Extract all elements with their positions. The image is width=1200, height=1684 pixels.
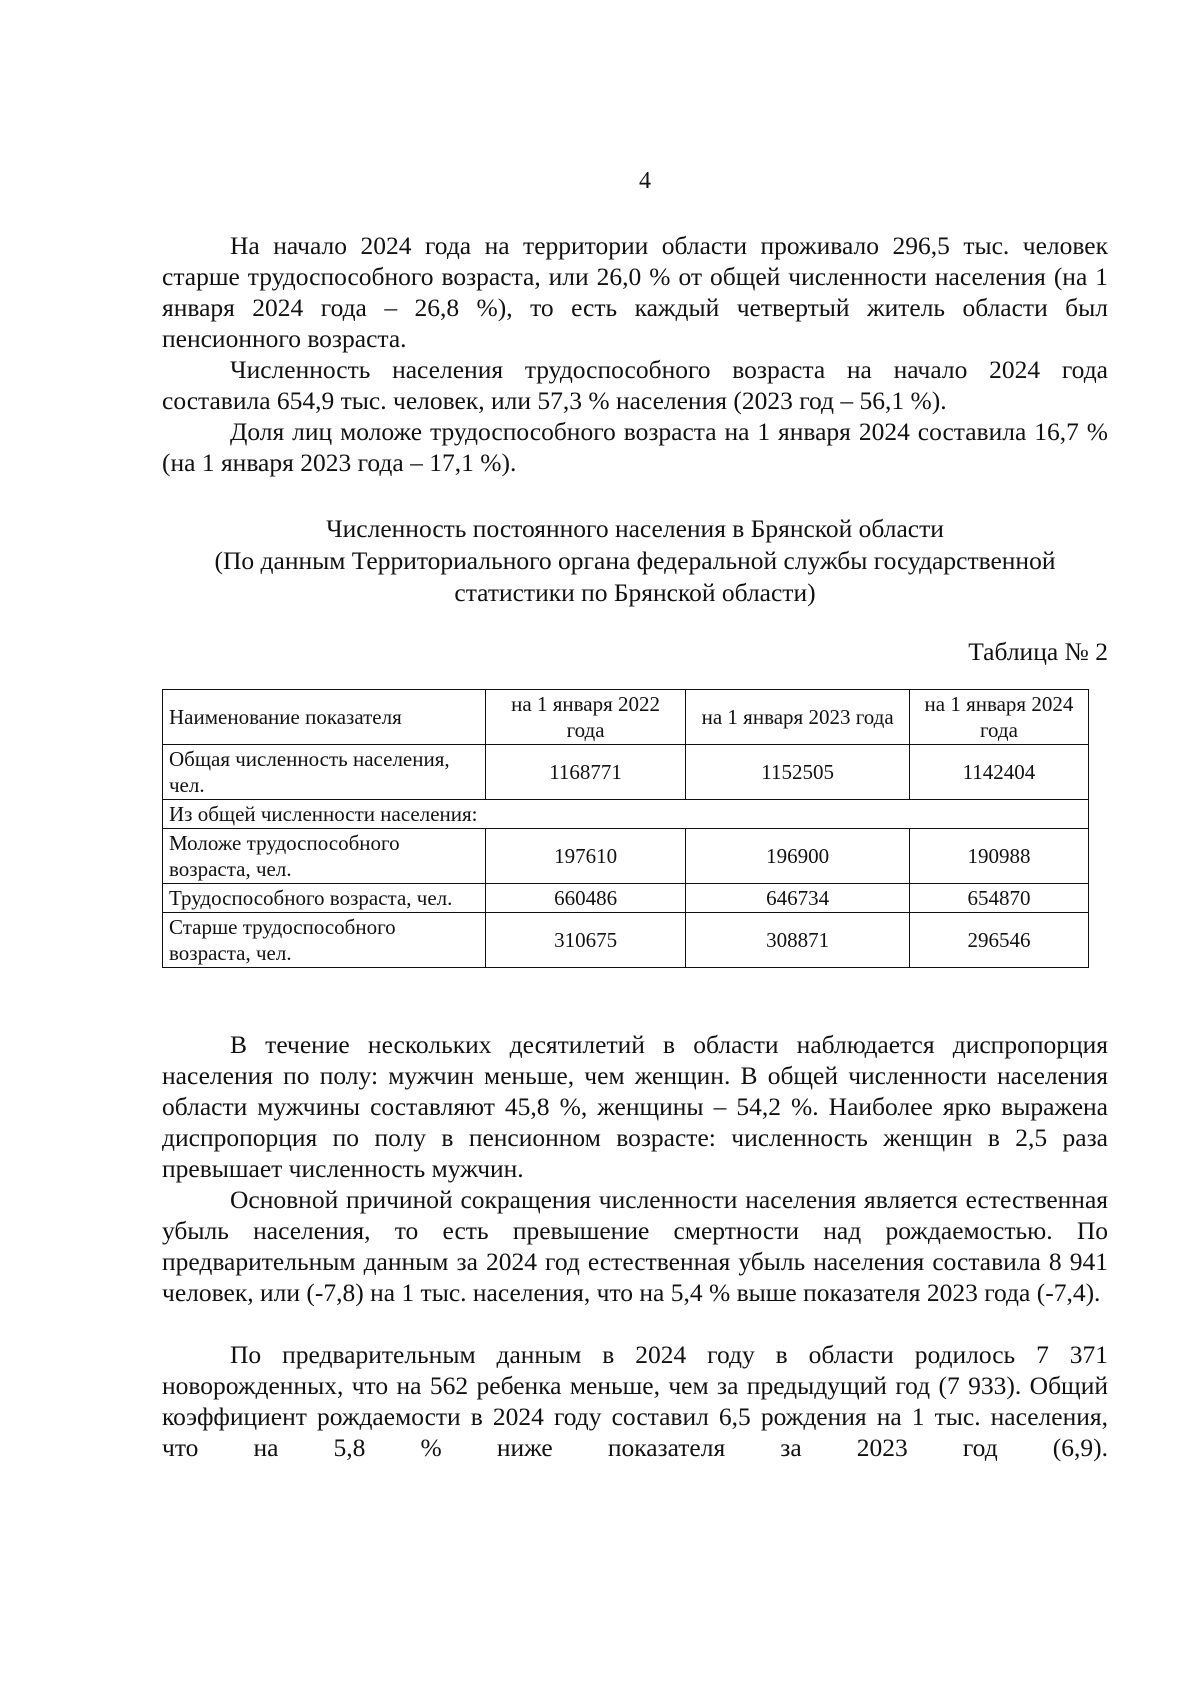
population-table: [162, 689, 1089, 968]
row-label: Моложе трудоспособного возраста, чел.: [163, 829, 486, 884]
cell-value: 190988: [909, 829, 1088, 884]
cell-value: 654870: [909, 884, 1088, 913]
table-row: [163, 913, 1089, 968]
table-title-line1: Численность постоянного населения в Брянской области: [326, 514, 944, 543]
header-2022: на 1 января 2022 года: [485, 690, 686, 745]
table-title: [162, 513, 1108, 609]
paragraph-working-age-population: Численность населения трудоспособного возраста на начало 2024 года составила 654,9 тыс. человек, или 57,3 % населения (2023 год – 56,1 %).: [162, 355, 1108, 415]
paragraph-birth-rate: По предварительным данным в 2024 году в области родилось 7 371 новорожденных, что на 562 ребенка меньше, чем за предыдущий год (7 933). Общий коэффициент рождаемости в 2024 году составил 6,5 рождения на 1 тыс. населения, что на 5,8 % ниже показателя за 2023 год (6,9).: [162, 1340, 1108, 1462]
header-2024: на 1 января 2024 года: [909, 690, 1088, 745]
cell-value: 308871: [686, 913, 909, 968]
cell-value: 296546: [909, 913, 1088, 968]
cell-value: 197610: [485, 829, 686, 884]
paragraph-elderly-population: На начало 2024 года на территории области проживало 296,5 тыс. человек старше трудоспособного возраста, или 26,0 % от общей численности населения (на 1 января 2024 года – 26,8 %), то есть каждый четвертый житель области был пенсионного возраста.: [162, 231, 1108, 353]
header-2023: на 1 января 2023 года: [686, 690, 909, 745]
paragraph-gender-disproportion: В течение нескольких десятилетий в области наблюдается диспропорция населения по полу: мужчин меньше, чем женщин. В общей численности населения области мужчины составляют 45,8 %, женщины – 54,2 %. Наиболее ярко выражена диспропорция по полу в пенсионном возрасте: численность женщин в 2,5 раза превышает численность мужчин.: [162, 1030, 1108, 1183]
paragraph-natural-decline: Основной причиной сокращения численности населения является естественная убыль населения, то есть превышение смертности над рождаемостью. По предварительным данным за 2024 год естественная убыль населения составила 8 941 человек, или (-7,8) на 1 тыс. населения, что на 5,4 % выше показателя 2023 года (-7,4).: [162, 1185, 1108, 1307]
table-row: [163, 884, 1089, 913]
cell-value: 310675: [485, 913, 686, 968]
row-label: Старше трудоспособного возраста, чел.: [163, 913, 486, 968]
table-header-row: [163, 690, 1089, 745]
table-caption: Таблица № 2: [968, 637, 1108, 666]
cell-value: 196900: [686, 829, 909, 884]
cell-value: 660486: [485, 884, 686, 913]
cell-value: 1152505: [686, 745, 909, 800]
paragraph-young-population: Доля лиц моложе трудоспособного возраста на 1 января 2024 составила 16,7 % (на 1 января 2023 года – 17,1 %).: [162, 417, 1108, 477]
row-label: Трудоспособного возраста, чел.: [163, 884, 486, 913]
table-row-total: [163, 745, 1089, 800]
header-indicator: Наименование показателя: [163, 690, 486, 745]
row-label: Общая численность населения, чел.: [163, 745, 486, 800]
page-number: 4: [639, 168, 651, 194]
table-row: [163, 829, 1089, 884]
cell-value: 1142404: [909, 745, 1088, 800]
subheader-label: Из общей численности населения:: [163, 800, 1089, 829]
table-title-line2: (По данным Территориального органа федеральной службы государственной статистики по Брянской области): [214, 546, 1056, 607]
cell-value: 646734: [686, 884, 909, 913]
cell-value: 1168771: [485, 745, 686, 800]
table-subheader-row: [163, 800, 1089, 829]
